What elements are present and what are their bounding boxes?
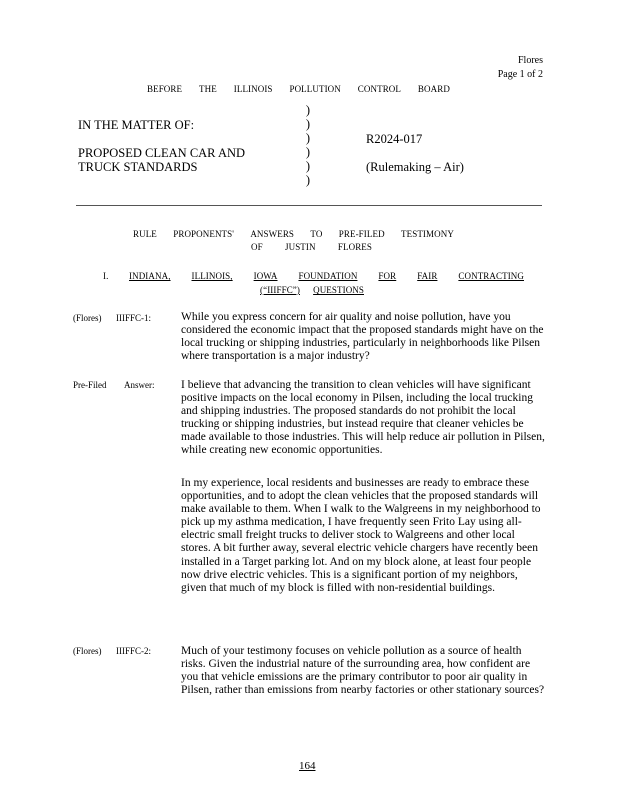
board-title-word: THE [199, 84, 217, 94]
section-heading-word: IOWA [253, 271, 278, 281]
paren: ) [305, 103, 311, 117]
qa-answer-text-continued: In my experience, local residents and businesses are ready to embrace these opportunities, and to adopt the clean vehicles that the proposed standards will make available to them. When I walk to the Walgreens in my neighborhood to pick up my asthma medication, I have frequently seen Frito Lay using all-electric small freight trucks to deliver stock to Walgreens and other local stores. A bit further away, several electric vehicle chargers have recently been installed in a Target parking lot. And on my block alone, at least four people now drive electric vehicles. This is a significant portion of my neighbors, given that much of my block is filled with non-residential buildings. [181, 477, 541, 594]
section-number: I. [103, 271, 109, 281]
witness-name: Flores [518, 55, 543, 66]
answers-title-word: OF [251, 242, 263, 252]
qa-speaker: Pre-Filed [73, 380, 107, 390]
section-heading-word: QUESTIONS [313, 285, 364, 295]
rulemaking-type: (Rulemaking – Air) [366, 160, 464, 174]
section-heading-word: (“IIIFFC”) [260, 285, 300, 295]
section-heading-word: FOR [378, 271, 397, 281]
answers-title-line2 [251, 242, 372, 252]
caption-proposal-line1: PROPOSED CLEAN CAR AND [78, 146, 246, 160]
section-heading-word: FOUNDATION [298, 271, 358, 281]
qa-answer-text: I believe that advancing the transition to clean vehicles will have significant positive impacts on the local economy in Pilsen, including the local trucking and shipping industries. The proposed standards do not prohibit the local trucking or shipping industries, but instead require that cleaner vehicles be made available to those industries. This will help reduce air pollution in Pilsen, while creating new economic opportunities. [181, 379, 545, 457]
qa-speaker: (Flores) [73, 646, 102, 656]
paren: ) [305, 130, 311, 145]
board-title-word: ILLINOIS [233, 84, 273, 94]
page-indicator: Page 1 of 2 [497, 69, 543, 80]
section-heading-line2 [260, 285, 364, 295]
section-heading-word: FAIR [417, 271, 438, 281]
board-title-word: POLLUTION [289, 84, 341, 94]
caption-matter: IN THE MATTER OF: [78, 118, 195, 132]
section-heading-line1 [129, 271, 524, 281]
qa-id: IIIFFC-2: [116, 646, 152, 656]
paren: ) [305, 172, 311, 187]
answers-title-word: RULE [133, 229, 157, 239]
answers-title-line1 [133, 229, 454, 239]
answers-title-word: JUSTIN [285, 242, 316, 252]
answers-title-word: ANSWERS [250, 229, 295, 239]
qa-id: Answer: [124, 380, 155, 390]
answers-title-word: TO [310, 229, 323, 239]
caption-parens [303, 104, 313, 187]
page-number: 164 [299, 760, 316, 772]
paren: ) [305, 144, 311, 159]
board-title-word: CONTROL [357, 84, 401, 94]
answers-title-word: TESTIMONY [401, 229, 454, 239]
answers-title-word: FLORES [337, 242, 372, 252]
qa-question-text: While you express concern for air quality and noise pollution, have you considered the economic impact that the proposed standards might have on the local trucking or shipping industries, particularly in neighborhoods like Pilsen where transportation is a major industry? [181, 311, 544, 363]
qa-id: IIIFFC-1: [116, 313, 152, 323]
board-title-word: BEFORE [147, 84, 183, 94]
section-heading-word: CONTRACTING [458, 271, 524, 281]
paren: ) [305, 116, 311, 131]
docket-number: R2024-017 [366, 132, 423, 146]
caption-divider [76, 205, 542, 206]
qa-question-text: Much of your testimony focuses on vehicle pollution as a source of health risks. Given the industrial nature of the surrounding area, how confident are you that vehicle emissions are the primary contributor to poor air quality in Pilsen, rather than emissions from nearby factories or other stationary sources? [181, 645, 545, 697]
qa-speaker: (Flores) [73, 313, 102, 323]
answers-title-word: PROPONENTS' [173, 229, 234, 239]
answers-title-word: PRE-FILED [338, 229, 385, 239]
board-title-word: BOARD [417, 84, 450, 94]
board-title [147, 84, 450, 94]
caption-proposal-line2: TRUCK STANDARDS [78, 160, 198, 174]
section-heading-word: INDIANA, [129, 271, 171, 281]
section-heading-word: ILLINOIS, [191, 271, 233, 281]
paren: ) [305, 158, 311, 173]
